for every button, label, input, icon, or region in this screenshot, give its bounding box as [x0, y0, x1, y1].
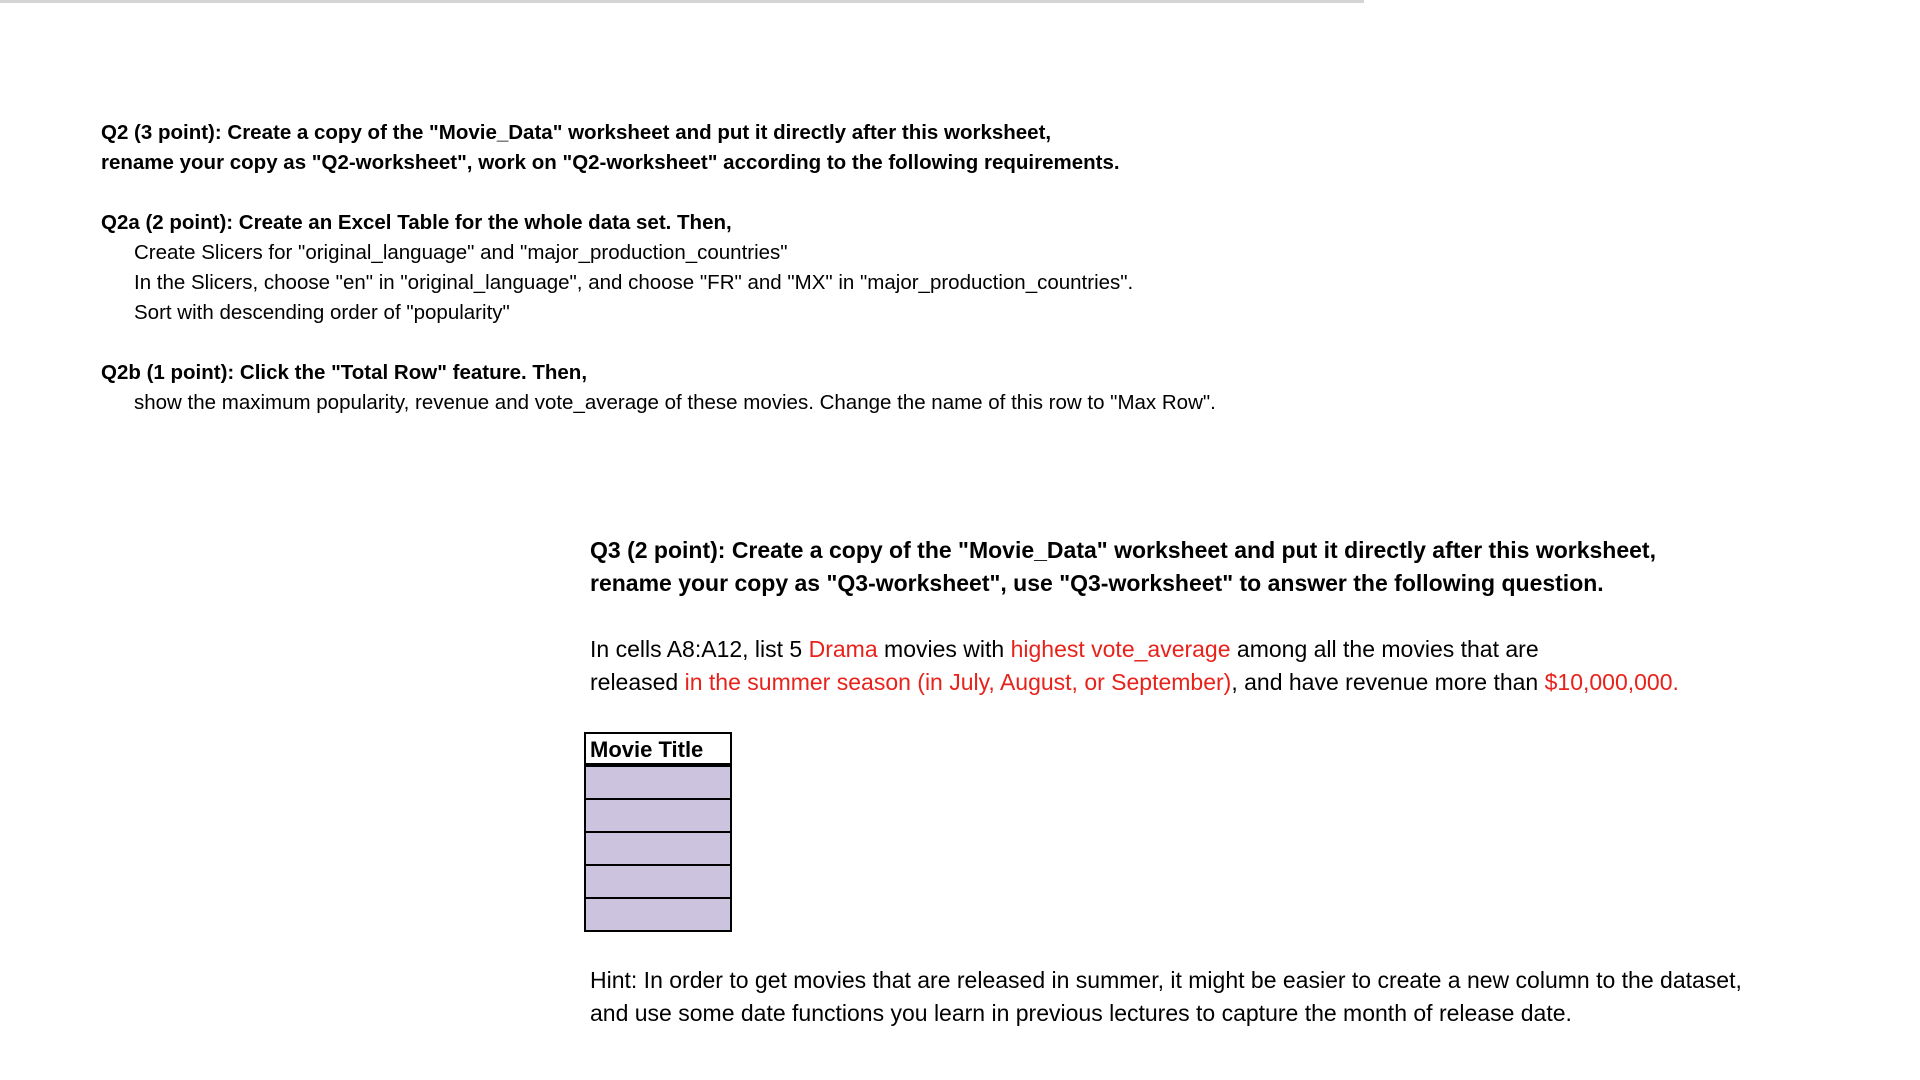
hint-text: [590, 964, 1910, 1030]
q2b-heading: Q2b (1 point): Click the "Total Row" feature. Then,: [101, 361, 588, 384]
q3-body-text: released: [590, 669, 685, 695]
answer-cell-a12[interactable]: [586, 897, 730, 930]
q3-title-line2: rename your copy as "Q3-worksheet", use "Q3-worksheet" to answer the following question.: [590, 570, 1604, 596]
answer-cell-a9[interactable]: [586, 798, 730, 831]
q2-title-line2: rename your copy as "Q2-worksheet", work on "Q2-worksheet" according to the following requirements.: [101, 151, 1120, 174]
q2a-heading: Q2a (2 point): Create an Excel Table for the whole data set. Then,: [101, 211, 732, 234]
q3-highlight-drama: Drama: [808, 636, 878, 662]
movie-title-header: Movie Title: [586, 734, 730, 765]
q3-title-line1: Q3 (2 point): Create a copy of the "Movie_Data" worksheet and put it directly after this worksheet,: [590, 537, 1656, 563]
answer-cell-a10[interactable]: [586, 831, 730, 864]
q3-body-line2: [590, 666, 1910, 699]
q3-body-text: among all the movies that are: [1230, 636, 1539, 662]
answer-cell-a8[interactable]: [586, 765, 730, 798]
hint-line2: and use some date functions you learn in previous lectures to capture the month of release date.: [590, 1000, 1572, 1026]
q3-highlight-vote-average: highest vote_average: [1010, 636, 1231, 662]
q3-body-text: movies with: [877, 636, 1011, 662]
q3-body-text: , and have revenue more than: [1231, 669, 1545, 695]
q3-highlight-summer-season: in the summer season (in July, August, or September): [684, 669, 1232, 695]
q3-body-line1: [590, 633, 1910, 666]
q2-title-line1: Q2 (3 point): Create a copy of the "Movie_Data" worksheet and put it directly after this worksheet,: [101, 121, 1052, 144]
top-divider: [0, 0, 1364, 3]
q3-instructions: [590, 534, 1910, 699]
q2b-step-1: show the maximum popularity, revenue and vote_average of these movies. Change the name of this row to "Max Row".: [134, 391, 1216, 414]
answer-cell-a11[interactable]: [586, 864, 730, 897]
q2a-step-3: Sort with descending order of "popularity": [134, 301, 510, 324]
movie-title-answer-table: [584, 732, 732, 932]
q2a-step-1: Create Slicers for "original_language" and "major_production_countries": [134, 241, 788, 264]
q2a-step-2: In the Slicers, choose "en" in "original_language", and choose "FR" and "MX" in "major_production_countries".: [134, 271, 1134, 294]
q2-instructions: [101, 118, 1341, 418]
q3-body-text: In cells A8:A12, list 5: [590, 636, 809, 662]
q3-highlight-revenue: $10,000,000.: [1544, 669, 1679, 695]
hint-line1: Hint: In order to get movies that are released in summer, it might be easier to create a new column to the dataset,: [590, 967, 1742, 993]
